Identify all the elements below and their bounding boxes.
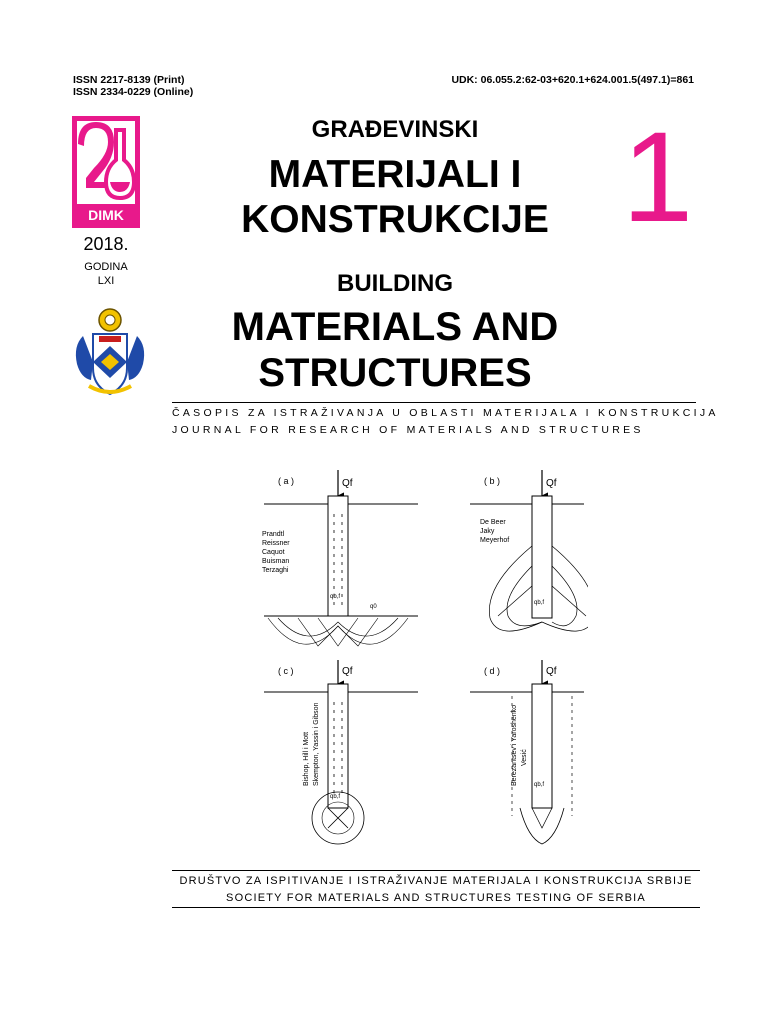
panel-d-author-2: Vesić [521, 749, 528, 766]
society-info [172, 873, 700, 907]
title-sr-small: GRAĐEVINSKI [311, 116, 479, 143]
panel-b-tag: ( b ) [484, 476, 501, 486]
title-en-line1: MATERIALS AND [231, 305, 559, 349]
panel-a-tag: ( a ) [278, 476, 295, 486]
title-sr-main [190, 152, 600, 242]
panel-d [470, 660, 584, 844]
title-en-small: BUILDING [337, 270, 453, 297]
year: 2018. [83, 234, 129, 254]
panel-d-author-1: Berezantsev i Yaroshenko [511, 704, 518, 786]
panel-b-author-2: Jaky [480, 528, 495, 535]
panel-a-author-4: Buisman [262, 558, 290, 565]
panel-b-author-1: De Beer [480, 519, 506, 526]
issn-block [73, 74, 193, 98]
panel-d-tag: ( d ) [484, 666, 501, 676]
volume-info [66, 260, 146, 288]
panel-a-author-1: Prandtl [262, 531, 285, 538]
divider-top [172, 402, 696, 403]
panel-d-load: Qf [546, 666, 557, 677]
panel-a-author-5: Terzaghi [262, 567, 289, 574]
godina-label: GODINA [84, 261, 128, 273]
panel-b [470, 470, 588, 631]
issue-number: 1 [622, 106, 694, 249]
volume-number: LXI [97, 275, 115, 287]
panel-a [262, 470, 418, 646]
panel-a-q0: q0 [370, 604, 377, 610]
panel-b-q: qb,f [534, 600, 545, 606]
panel-c-tag: ( c ) [278, 666, 294, 676]
issn-print: ISSN 2217-8139 (Print) [73, 74, 185, 86]
divider-footer-top [172, 870, 700, 871]
journal-line-en: JOURNAL FOR RESEARCH OF MATERIALS AND STRUCTURES [172, 424, 644, 436]
panel-c-author-2: Skempton, Yassin i Gibson [313, 702, 320, 786]
panel-c-q: qb,f [330, 794, 341, 800]
panel-a-q: qb,f [330, 594, 341, 600]
journal-line [172, 405, 719, 439]
journal-line-sr: ČASOPIS ZA ISTRAŽIVANJA U OBLASTI MATERIJALA I KONSTRUKCIJA [172, 407, 719, 419]
panel-c [264, 660, 418, 844]
panel-b-author-3: Meyerhof [480, 537, 510, 544]
panel-a-load: Qf [342, 478, 353, 489]
issn-online: ISSN 2334-0229 (Online) [73, 86, 194, 98]
dimk-logo [72, 116, 140, 228]
udk-code: UDK: 06.055.2:62-03+620.1+624.001.5(497.1)=861 [451, 74, 694, 86]
panel-d-q: qb,f [534, 782, 545, 788]
panel-c-author-1: Bishop, Hill i Mott [303, 731, 310, 786]
logo-text: DIMK [88, 207, 124, 223]
panel-a-author-2: Reissner [262, 540, 290, 547]
pile-failure-figure [258, 466, 588, 846]
divider-footer-bottom [172, 907, 700, 908]
title-sr-line2: KONSTRUKCIJE [241, 198, 549, 241]
panel-b-load: Qf [546, 478, 557, 489]
panel-c-load: Qf [342, 666, 353, 677]
title-en-line2: STRUCTURES [258, 351, 532, 395]
society-sr: DRUŠTVO ZA ISPITIVANJE I ISTRAŽIVANJE MATERIJALA I KONSTRUKCIJA SRBIJE [179, 875, 693, 887]
coat-of-arms-icon [69, 306, 151, 398]
title-en-main [175, 304, 615, 396]
society-en: SOCIETY FOR MATERIALS AND STRUCTURES TESTING OF SERBIA [226, 892, 646, 904]
panel-a-author-3: Caquot [262, 549, 285, 556]
title-sr-line1: MATERIJALI I [268, 153, 522, 196]
